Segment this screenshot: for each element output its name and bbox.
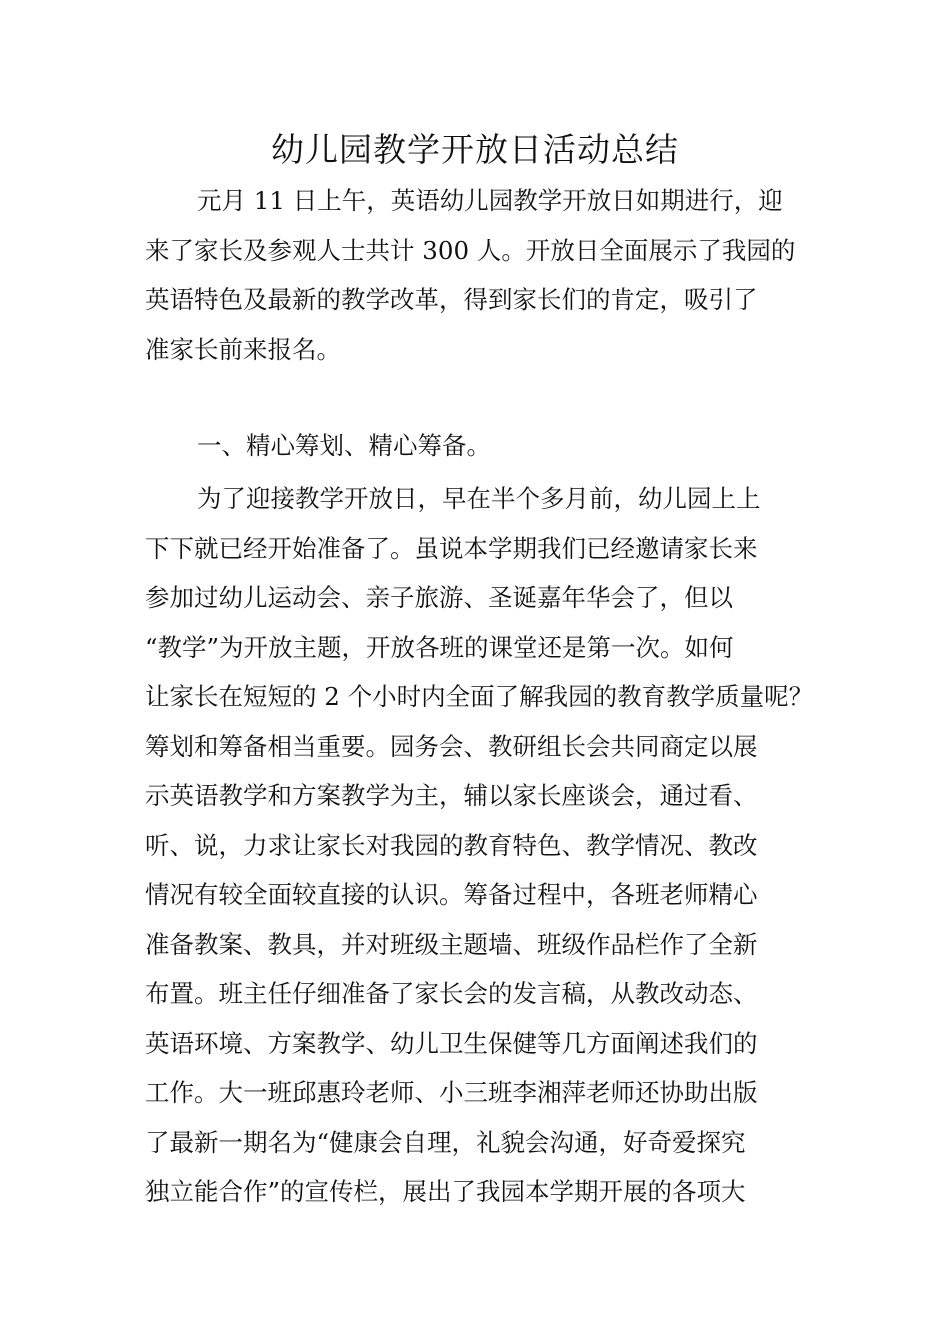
paragraph-line: 让家长在短短的 2 个小时内全面了解我园的教育教学质量呢？ (145, 682, 814, 711)
paragraph-line: 独立能合作”的宣传栏，展出了我园本学期开展的各项大 (145, 1177, 746, 1206)
paragraph-line: 下下就已经开始准备了。虽说本学期我们已经邀请家长来 (145, 533, 758, 563)
paragraph-line: 布置。班主任仔细准备了家长会的发言稿，从教改动态、 (145, 979, 758, 1008)
paragraph-line: 为了迎接教学开放日，早在半个多月前，幼儿园上上 (197, 484, 761, 513)
paragraph-line: 工作。大一班邱惠玲老师、小三班李湘萍老师还协助出版 (145, 1078, 758, 1107)
paragraph-line: 了最新一期名为“健康会自理，礼貌会沟通，好奇爱探究 (145, 1127, 746, 1157)
paragraph-line: 筹划和筹备相当重要。园务会、教研组长会共同商定以展 (145, 731, 758, 761)
paragraph-line: 情况有较全面较直接的认识。筹备过程中，各班老师精心 (145, 880, 758, 909)
paragraph-line: 示英语教学和方案教学为主，辅以家长座谈会，通过看、 (145, 781, 758, 810)
section-heading (145, 421, 825, 471)
paragraph-line: 英语特色及最新的教学改革，得到家长们的肯定，吸引了 (145, 285, 758, 314)
paragraph-line: 参加过幼儿运动会、亲子旅游、圣诞嘉年华会了，但以 (145, 583, 733, 612)
paragraph-line: 元月 11 日上午，英语幼儿园教学开放日如期进行，迎 (197, 186, 783, 215)
paragraph-line: 英语环境、方案教学、幼儿卫生保健等几方面阐述我们的 (145, 1028, 758, 1058)
section-heading-text: 一、精心筹划、精心筹备。 (197, 431, 491, 460)
paragraph-line: 来了家长及参观人士共计 300 人。开放日全面展示了我园的 (145, 235, 796, 265)
paragraph-line: 准备教案、教具，并对班级主题墙、班级作品栏作了全新 (145, 929, 758, 959)
paragraph-line: 准家长前来报名。 (145, 334, 341, 364)
paragraph-line: “教学”为开放主题，开放各班的课堂还是第一次。如何 (145, 632, 734, 662)
section-paragraph (145, 474, 825, 1217)
document-title: 幼儿园教学开放日活动总结 (271, 130, 679, 169)
intro-paragraph (145, 176, 825, 374)
paragraph-line: 听、说，力求让家长对我园的教育特色、教学情况、教改 (145, 830, 758, 860)
